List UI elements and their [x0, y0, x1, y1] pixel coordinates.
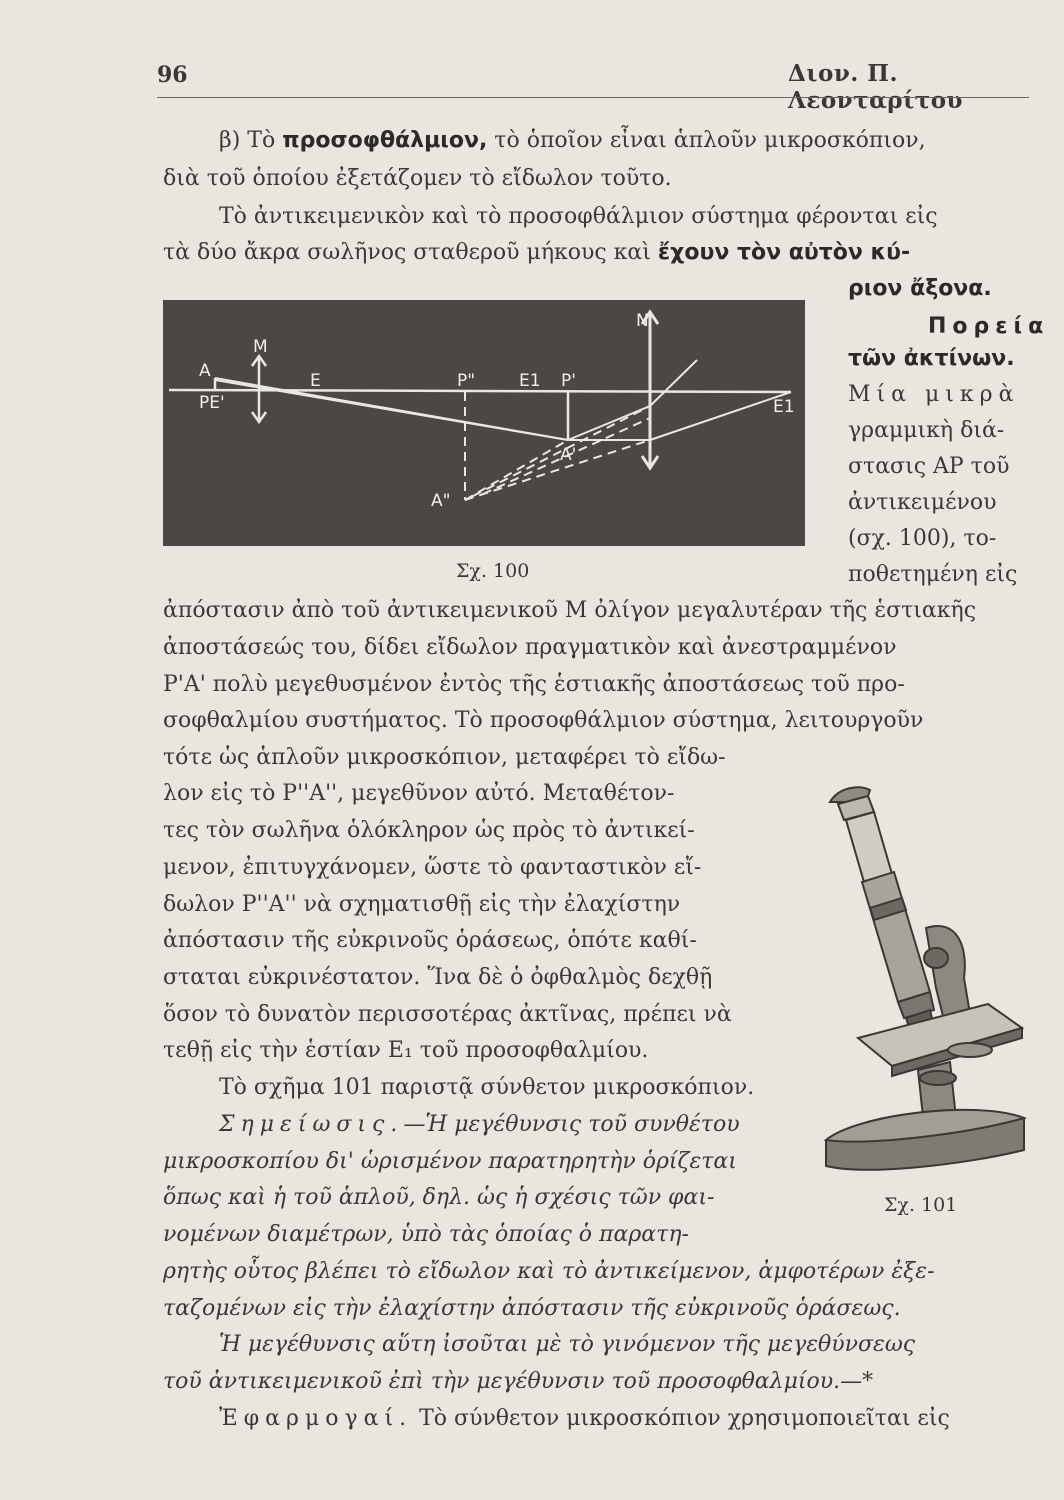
- label-P2: P": [457, 371, 476, 391]
- body-line: τες τὸν σωλῆνα ὁλόκληρον ὡς πρὸς τὸ ἀντικεί-: [163, 818, 695, 843]
- body-line: λον εἰς τὸ Ρ''Α'', μεγεθῦνον αὐτό. Μεταθέτον-: [163, 781, 675, 806]
- header-rule: [157, 97, 1029, 98]
- body-line: μενον, ἐπιτυγχάνομεν, ὥστε τὸ φανταστικὸν εἴ-: [163, 855, 702, 880]
- label-E: E: [310, 371, 321, 391]
- label-E1a: E1: [519, 371, 541, 391]
- label-A2: A": [431, 491, 451, 511]
- note-line1-rest: —Ἡ μεγέθυνσις τοῦ συνθέτου: [403, 1112, 740, 1137]
- applications-rest: Τὸ σύνθετον μικροσκόπιον χρησιμοποιεῖται εἰς: [412, 1406, 950, 1431]
- label-PE: PE': [199, 393, 225, 413]
- figure-101-microscope: [818, 778, 1034, 1182]
- label-E1b: E1: [773, 397, 795, 417]
- note-line: ταζομένων εἰς τὴν ἐλαχίστην ἀπόστασιν τῆς εὐκρινοῦς ὁράσεως.: [163, 1296, 901, 1321]
- draw-tube: [846, 812, 892, 882]
- label-M: M: [253, 337, 268, 357]
- pillar-collar: [920, 1071, 956, 1085]
- term-eyepiece: προσοφθάλμιον,: [282, 128, 488, 153]
- figure-100-ray-diagram: [163, 300, 805, 546]
- note-line: ρητὴς οὗτος βλέπει τὸ εἴδωλον καὶ τὸ ἀντικείμενον, ἀμφοτέρων ἐξε-: [163, 1259, 935, 1284]
- para2-line2: [163, 238, 910, 268]
- note-label: Σημείωσις.: [219, 1112, 404, 1137]
- side-text-line5: (σχ. 100), το-: [848, 526, 997, 551]
- running-head-author: Διον. Π. Λεονταρίτου: [788, 60, 964, 114]
- para2-line2-plain: τὰ δύο ἄκρα σωλῆνος σταθεροῦ μήκους καὶ: [163, 240, 658, 265]
- body-line: δωλον Ρ''Α'' νὰ σχηματισθῇ εἰς τὴν ἐλαχίστην: [163, 892, 681, 917]
- note-line: τοῦ ἀντικειμενικοῦ ἐπὶ τὴν μεγέθυνσιν τοῦ προσοφθαλμίου.—*: [163, 1369, 874, 1394]
- body-line: σοφθαλμίου συστήματος. Τὸ προσοφθάλμιον σύστημα, λειτουργοῦν: [163, 708, 924, 733]
- body-line: Ρ'Α' πολὺ μεγεθυσμένον ἐντὸς τῆς ἑστιακῆς ἀποστάσεως τοῦ προ-: [163, 672, 905, 697]
- body-line: ἀπόστασιν ἀπὸ τοῦ ἀντικειμενικοῦ Μ ὀλίγον μεγαλυτέραν τῆς ἑστιακῆς: [163, 598, 977, 623]
- note-line1: [219, 1110, 740, 1140]
- body-line: τότε ὡς ἁπλοῦν μικροσκόπιον, μεταφέρει τὸ εἴδω-: [163, 745, 726, 770]
- body-line: Τὸ σχῆμα 101 παριστᾷ σύνθετον μικροσκόπιον.: [219, 1075, 755, 1100]
- para1-line1: [219, 126, 926, 156]
- side-text-line1: [848, 380, 1019, 410]
- side-text-line3: στασις ΑΡ τοῦ: [848, 454, 1010, 479]
- para2-line1: Τὸ ἀντικειμενικὸν καὶ τὸ προσοφθάλμιον σύστημα φέρονται εἰς: [219, 204, 938, 229]
- figure-100-caption: Σχ. 100: [456, 560, 530, 582]
- label-A: A: [199, 361, 211, 381]
- side-text-spaced: Μία μικρὰ: [848, 382, 1020, 407]
- note-line: μικροσκοπίου δι' ὡρισμένον παρατηρητὴν ὁρίζεται: [163, 1149, 737, 1174]
- side-text-line6: ποθετημένη εἰς: [848, 562, 1018, 587]
- note-line: ὅπως καὶ ἡ τοῦ ἁπλοῦ, δηλ. ὡς ἡ σχέσις τῶν φαι-: [163, 1185, 715, 1210]
- body-line: τεθῇ εἰς τὴν ἑστίαν Ε₁ τοῦ προσοφθαλμίου.: [163, 1038, 649, 1063]
- page-number: 96: [157, 62, 188, 88]
- body-line: ἀποστάσεώς του, δίδει εἴδωλον πραγματικὸν καὶ ἀνεστραμμένον: [163, 635, 897, 660]
- applications-line: [219, 1404, 950, 1434]
- para1-line2: διὰ τοῦ ὁποίου ἐξετάζομεν τὸ εἴδωλον τοῦτο.: [163, 166, 672, 191]
- applications-label: Ἐφαρμογαί.: [219, 1406, 413, 1431]
- label-N: N: [636, 311, 649, 331]
- figure-101-caption: Σχ. 101: [884, 1194, 958, 1216]
- label-P1: P': [561, 371, 576, 391]
- fine-knob: [948, 1043, 992, 1057]
- body-line: ὅσον τὸ δυνατὸν περισσοτέρας ἀκτῖνας, πρέπει νὰ: [163, 1002, 732, 1027]
- para2-line3: ριον ἄξονα.: [848, 276, 992, 301]
- body-line: σταται εὐκρινέστατον. Ἵνα δὲ ὁ ὀφθαλμὸς δεχθῇ: [163, 965, 713, 990]
- side-heading-word: Πορεία: [928, 314, 1050, 339]
- para2-line2-bold: ἔχουν τὸν αὐτὸν κύ-: [657, 240, 911, 265]
- para1-lead: β) Τὸ: [219, 128, 283, 153]
- side-heading-line1: [928, 312, 1049, 342]
- note-line: Ἡ μεγέθυνσις αὕτη ἰσοῦται μὲ τὸ γινόμενον τῆς μεγεθύνσεως: [219, 1332, 916, 1357]
- body-tube: [862, 872, 930, 1002]
- side-text-line4: ἀντικειμένου: [848, 490, 997, 515]
- label-A1: A': [560, 445, 577, 465]
- body-line: ἀπόστασιν τῆς εὐκρινοῦς ὁράσεως, ὁπότε καθί-: [163, 928, 697, 953]
- para1-rest: τὸ ὁποῖον εἶναι ἁπλοῦν μικροσκόπιον,: [487, 128, 926, 153]
- side-heading-line2: τῶν ἀκτίνων.: [848, 346, 1015, 371]
- focus-knob: [924, 948, 948, 968]
- side-text-line2: γραμμικὴ διά-: [848, 418, 1005, 443]
- note-line: νομένων διαμέτρων, ὑπὸ τὰς ὁποίας ὁ παρατη-: [163, 1222, 689, 1247]
